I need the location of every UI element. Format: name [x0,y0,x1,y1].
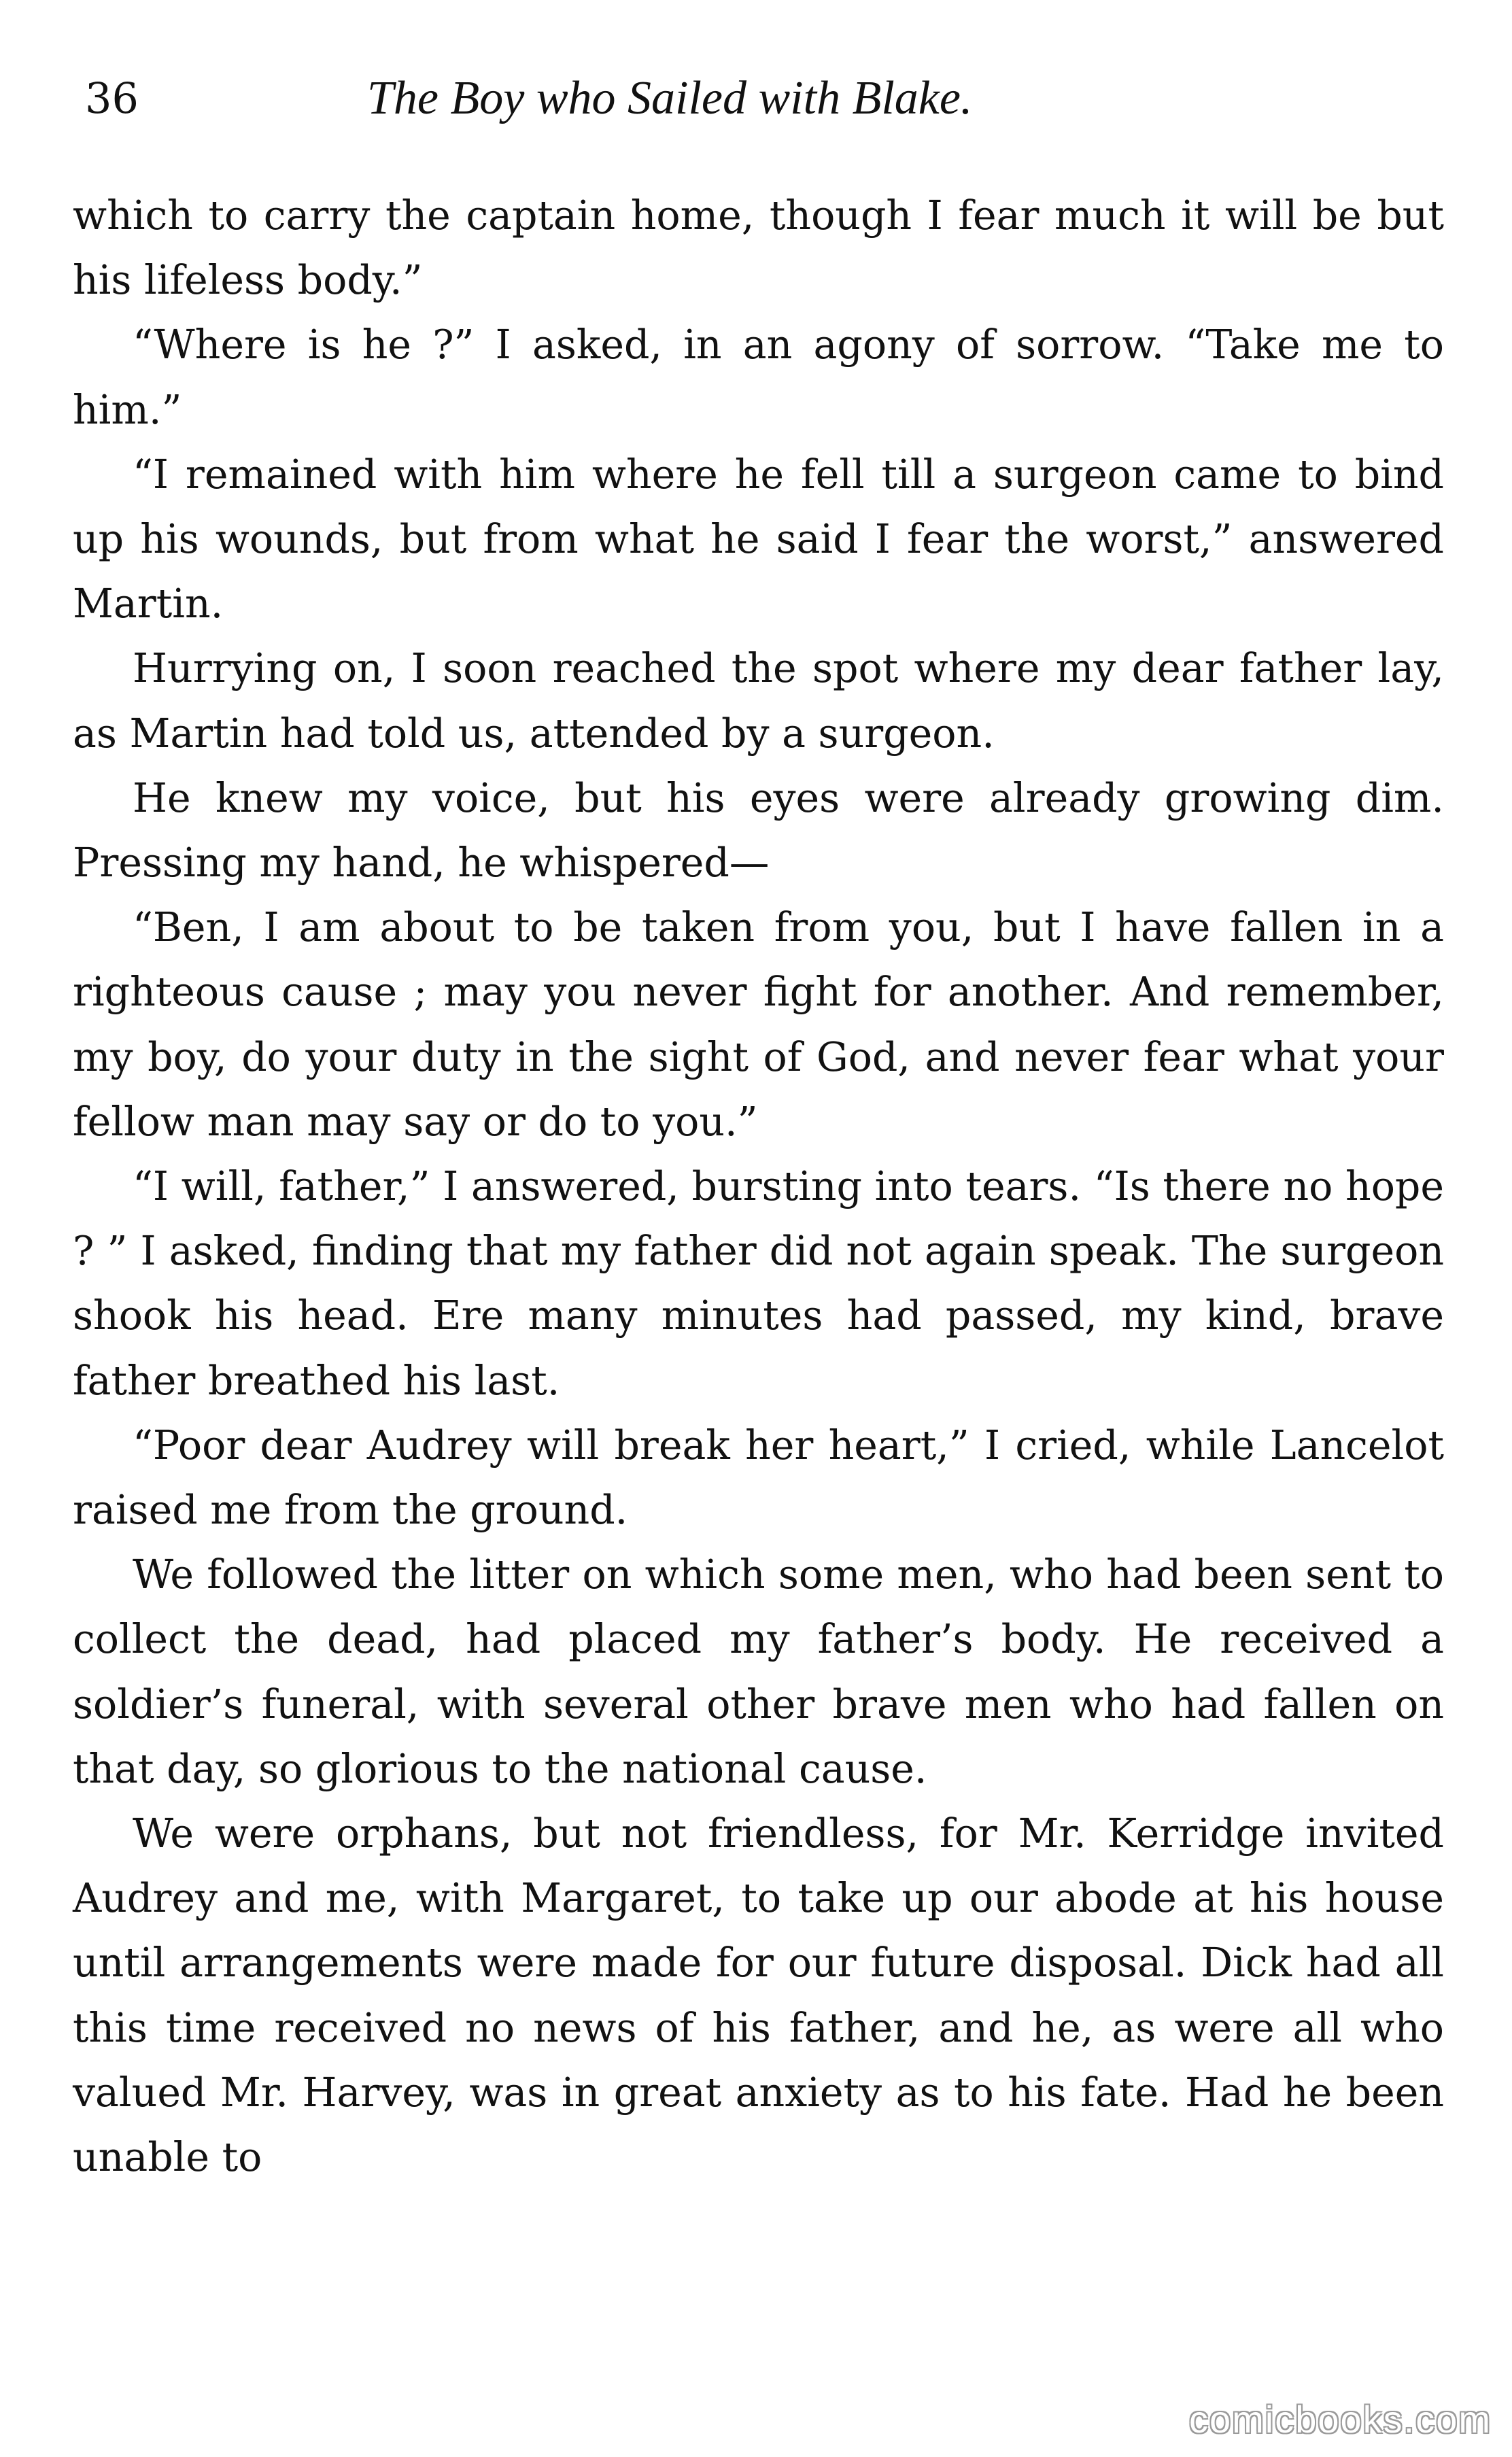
paragraph-7: “I will, father,” I answered, bursting into tears. “Is there no hope ? ” I asked, finding that my father did not again speak. The surgeon shook his head. Ere many minutes had passed, my kind, brave father breathed his last. [73,1163,1444,1404]
page-header [85,68,1438,129]
paragraph-1: which to carry the captain home, though I fear much it will be but his lifeless body.” [73,192,1444,304]
body-text [73,184,1444,2190]
paragraph-10: We were orphans, but not friendless, for Mr. Kerridge invited Audrey and me, with Margaret, to take up our abode at his house until arrangements were made for our future disposal. Dick had all this time received no news of his father, and he, as were all who valued Mr. Harvey, was in great anxiety as to his fate. Had he been unable to [73,1810,1444,2181]
paragraph-9: We followed the litter on which some men, who had been sent to collect the dead, had placed my father’s body. He received a soldier’s funeral, with several other brave men who had fallen on that day, so glorious to the national cause. [73,1551,1444,1792]
watermark: comicbooks.com [1188,2398,1492,2441]
paragraph-8: “Poor dear Audrey will break her heart,” I cried, while Lancelot raised me from the ground. [73,1422,1444,1534]
page-number: 36 [85,73,139,123]
paragraph-2: “Where is he ?” I asked, in an agony of sorrow. “Take me to him.” [73,322,1444,433]
running-title: The Boy who Sailed with Blake. [367,72,973,124]
paragraph-4: Hurrying on, I soon reached the spot where my dear father lay, as Martin had told us, attended by a surgeon. [73,645,1444,757]
paragraph-3: “I remained with him where he fell till a surgeon came to bind up his wounds, but from what he said I fear the worst,” answered Martin. [73,451,1444,628]
paragraph-5: He knew my voice, but his eyes were already growing dim. Pressing my hand, he whispered— [73,774,1444,887]
paragraph-6: “Ben, I am about to be taken from you, but I have fallen in a righteous cause ; may you never fight for another. And remember, my boy, do your duty in the sight of God, and never fear what your fellow man may say or do to you.” [73,904,1444,1145]
